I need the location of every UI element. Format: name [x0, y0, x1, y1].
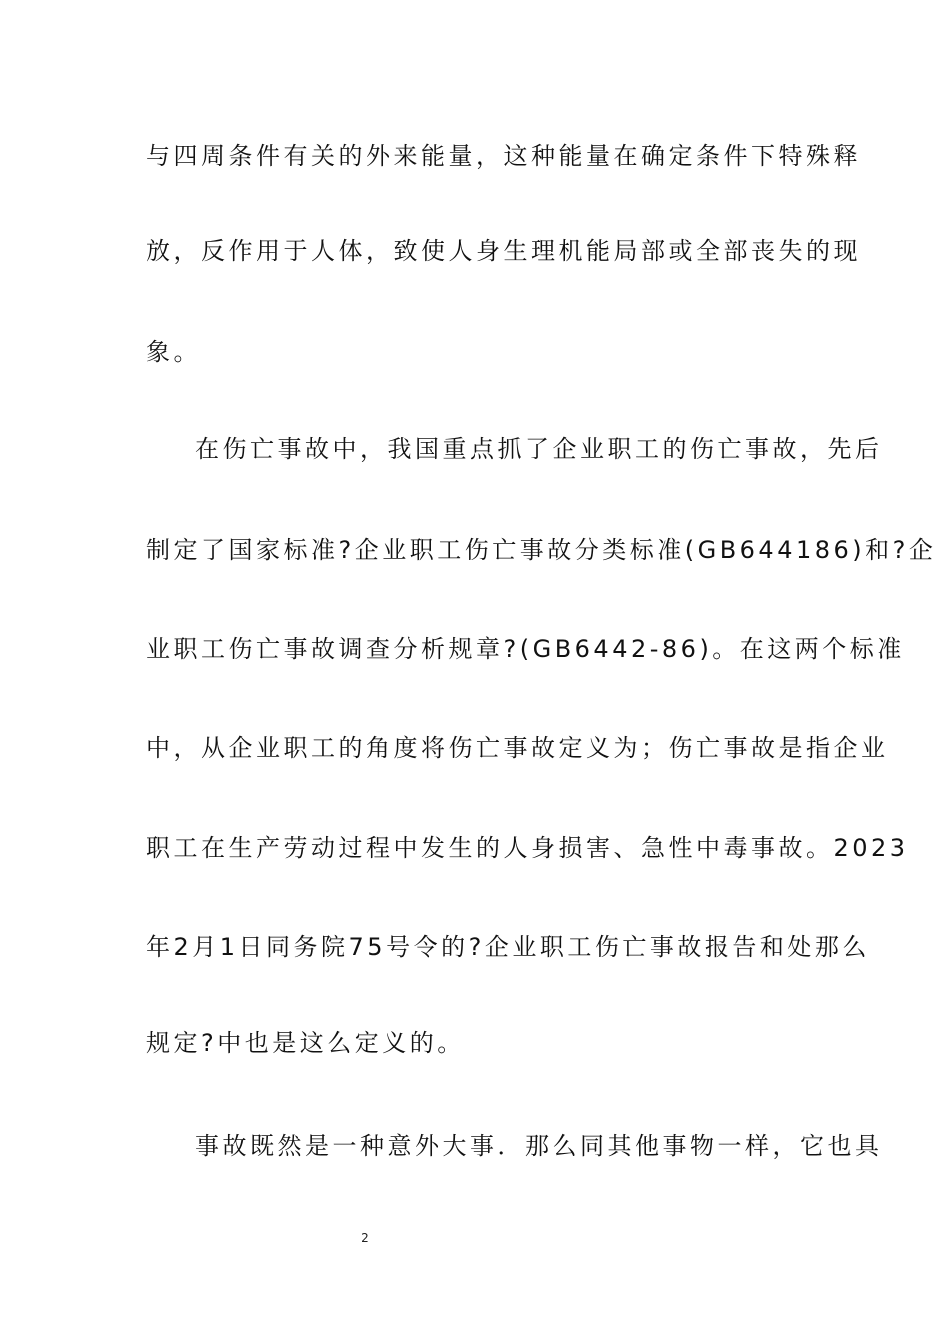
page-number: 2 [361, 1231, 369, 1245]
text-line: 中，从企业职工的角度将伤亡事故定义为；伤亡事故是指企业 [146, 734, 889, 762]
text-line: 职工在生产劳动过程中发生的人身损害、急性中毒事故。2023 [146, 834, 909, 862]
text-line: 制定了国家标准?企业职工伤亡事故分类标准(GB644186)和?企 [146, 536, 937, 564]
text-line: 放，反作用于人体，致使人身生理机能局部或全部丧失的现 [146, 237, 861, 265]
text-line: 规定?中也是这么定义的。 [146, 1029, 465, 1057]
paragraph-first-line: 事故既然是一种意外大事．那么同其他事物一样，它也具 [195, 1132, 883, 1160]
text-line: 象。 [146, 338, 201, 366]
text-line: 年2月1日同务院75号令的?企业职工伤亡事故报告和处那么 [146, 933, 870, 961]
paragraph-first-line: 在伤亡事故中，我国重点抓了企业职工的伤亡事故，先后 [195, 435, 883, 463]
text-line: 与四周条件有关的外来能量，这种能量在确定条件下特殊释 [146, 142, 861, 170]
text-line: 业职工伤亡事故调查分析规章?(GB6442-86)。在这两个标准 [146, 635, 905, 663]
